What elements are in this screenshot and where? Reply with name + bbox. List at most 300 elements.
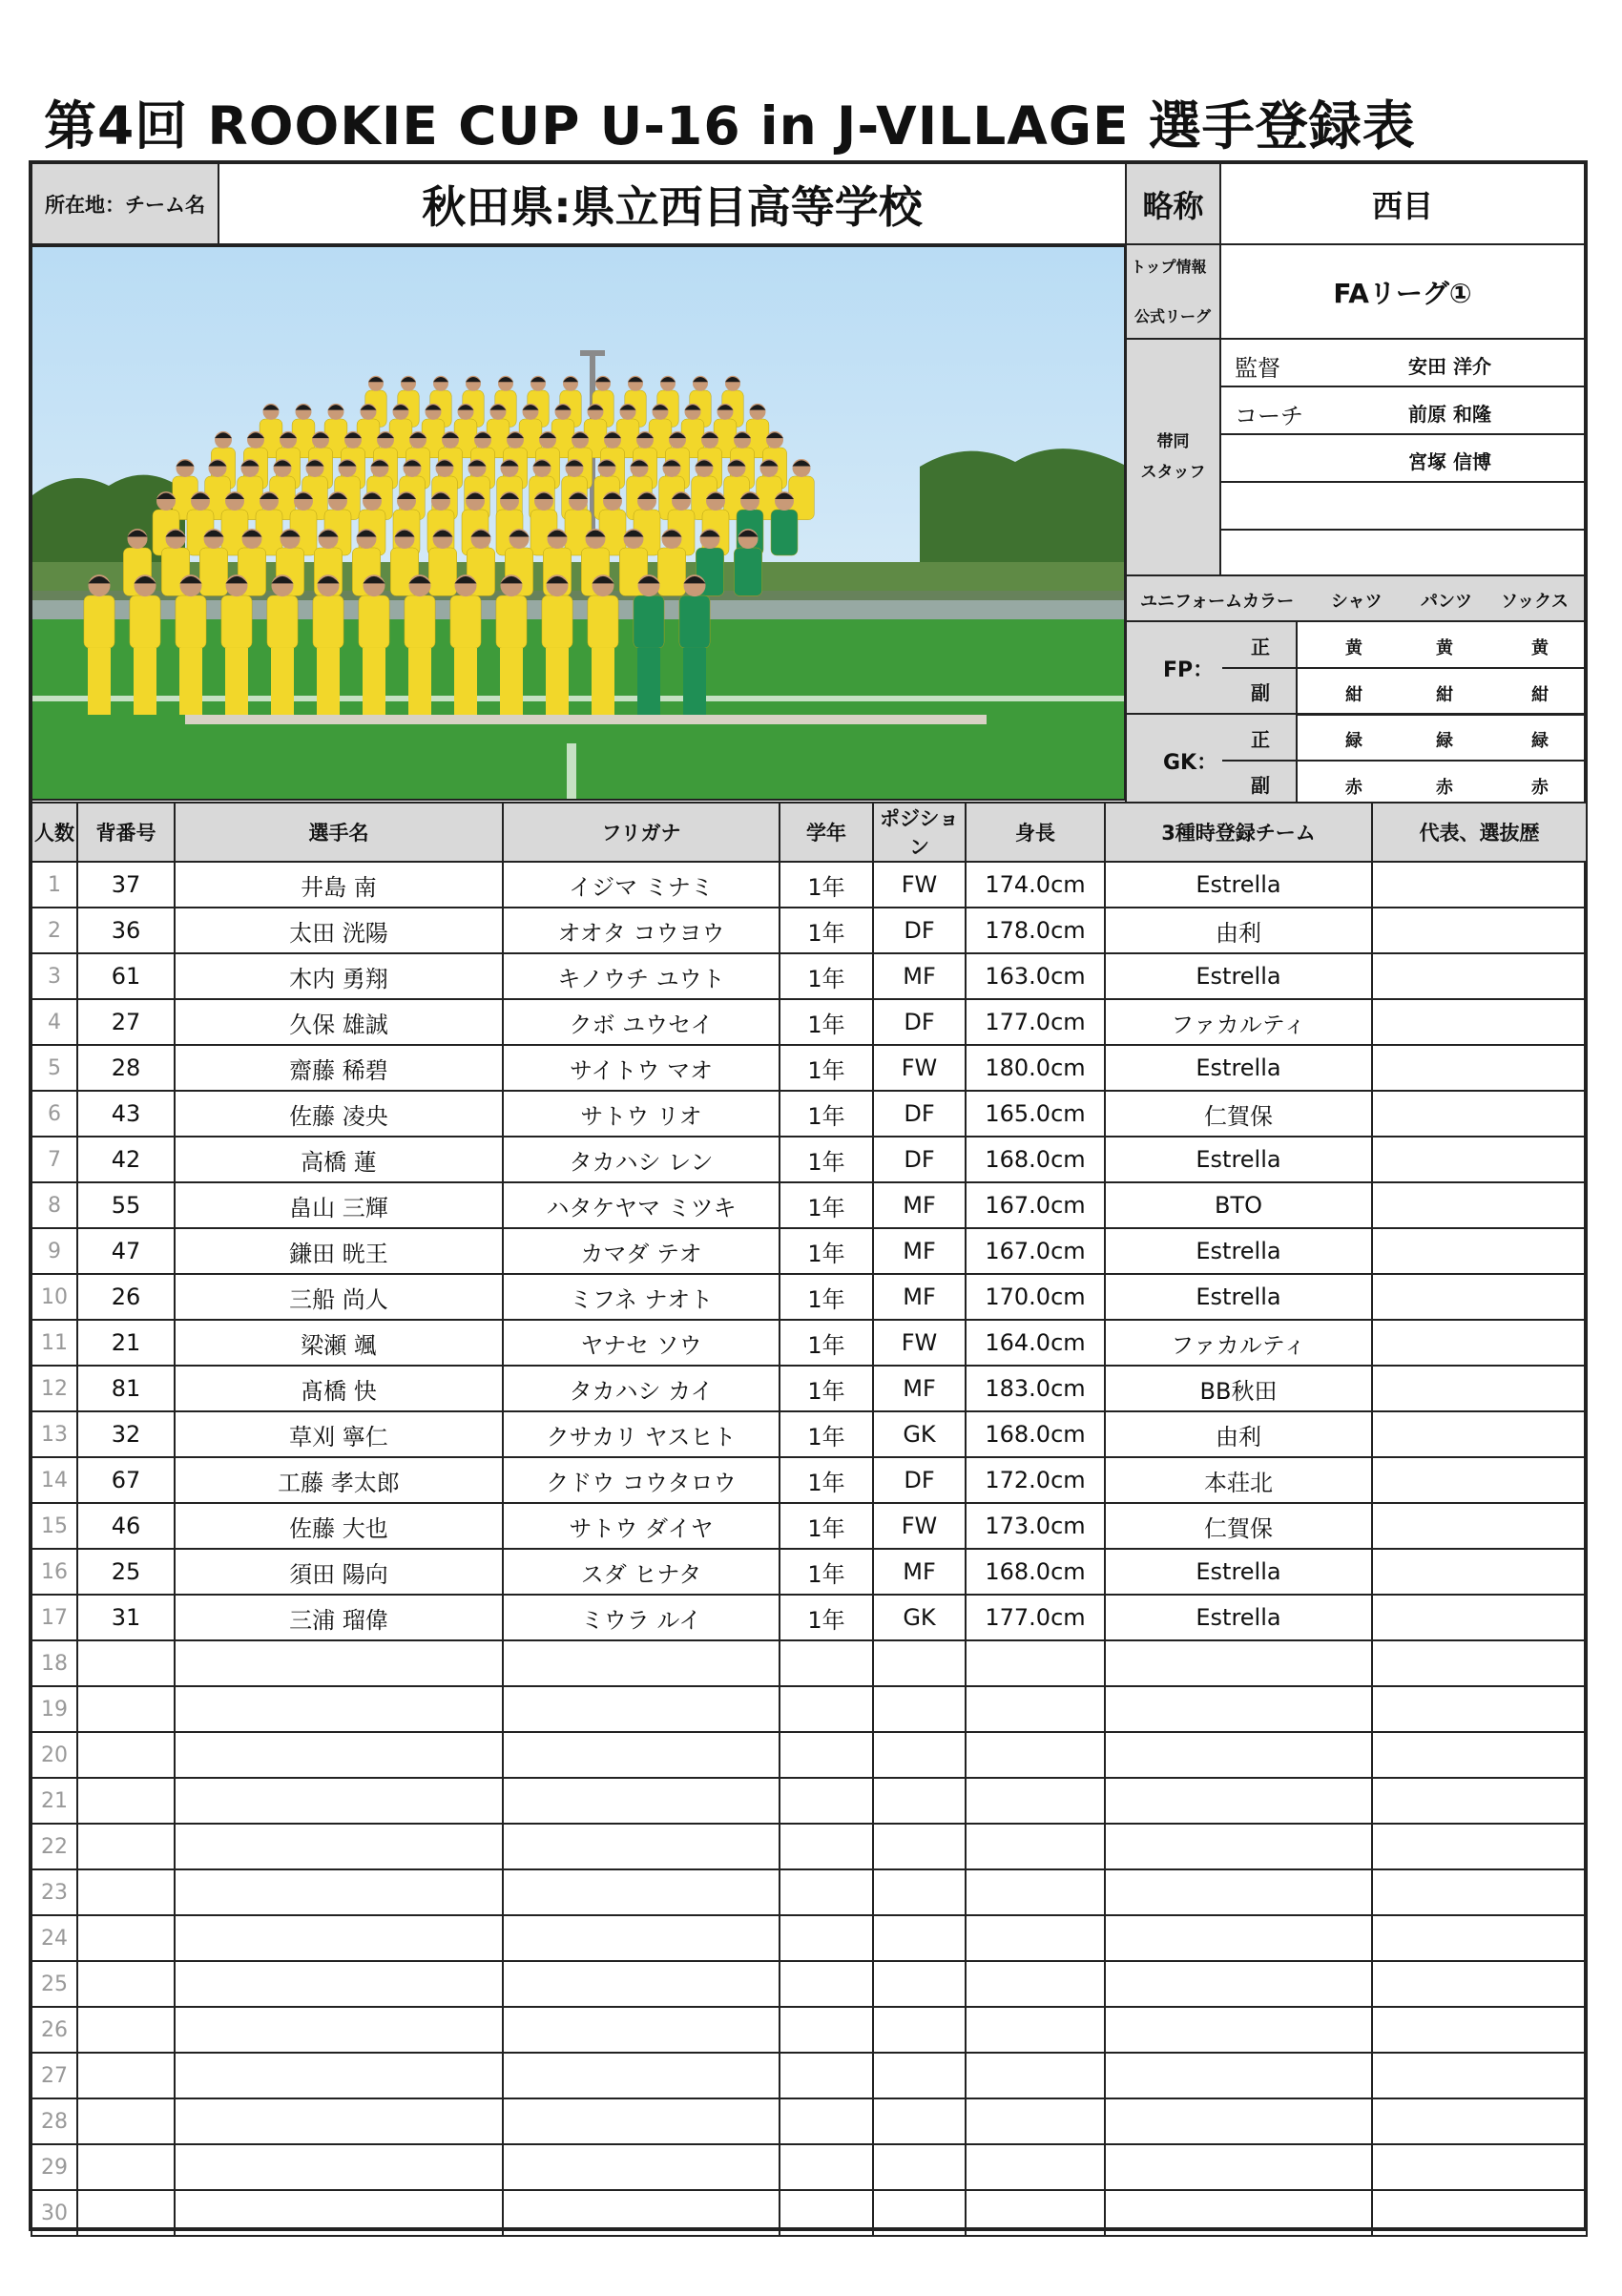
player-name: 木内 勇翔 (175, 953, 503, 999)
player-name: 畠山 三輝 (175, 1182, 503, 1228)
youth-team (1105, 1778, 1372, 1824)
fp-primary-row (1296, 620, 1586, 669)
uniform-color: 黄 (1531, 638, 1549, 658)
row-count: 16 (31, 1549, 77, 1595)
table-row (31, 1595, 1587, 1640)
team-name: 秋田県:県立西目高等学校 (218, 162, 1127, 245)
representative (1372, 1869, 1587, 1915)
uniform-color: 緑 (1436, 731, 1453, 751)
youth-team: Estrella (1105, 1274, 1372, 1320)
row-count: 12 (31, 1366, 77, 1411)
row-count: 8 (31, 1182, 77, 1228)
youth-team: 仁賀保 (1105, 1091, 1372, 1137)
grade (780, 2190, 873, 2236)
jersey-number: 32 (77, 1411, 175, 1457)
height: 165.0cm (966, 1091, 1105, 1137)
table-row (31, 1182, 1587, 1228)
representative (1372, 1503, 1587, 1549)
grade: 1年 (780, 1045, 873, 1091)
uniform-color: 赤 (1436, 778, 1453, 798)
jersey-number: 25 (77, 1549, 175, 1595)
player-name: 井島 南 (175, 862, 503, 908)
row-count: 7 (31, 1137, 77, 1182)
position: MF (873, 1274, 966, 1320)
jersey-number (77, 1686, 175, 1732)
youth-team: 仁賀保 (1105, 1503, 1372, 1549)
uniform-color: 紺 (1436, 685, 1453, 705)
player-kana (503, 2098, 780, 2144)
height: 172.0cm (966, 1457, 1105, 1503)
position (873, 1915, 966, 1961)
uniform-col-pants: パンツ (1421, 592, 1472, 612)
table-row (31, 2144, 1587, 2190)
player-name: 齋藤 稀碧 (175, 1045, 503, 1091)
position (873, 1732, 966, 1778)
youth-team: Estrella (1105, 1595, 1372, 1640)
height: 174.0cm (966, 862, 1105, 908)
height: 168.0cm (966, 1137, 1105, 1182)
table-row (31, 1320, 1587, 1366)
grade: 1年 (780, 1549, 873, 1595)
row-count: 3 (31, 953, 77, 999)
player-kana (503, 2144, 780, 2190)
gk-label: GK： (1163, 751, 1218, 775)
fp-secondary-row (1296, 667, 1586, 716)
player-name (175, 1824, 503, 1869)
jersey-number: 26 (77, 1274, 175, 1320)
primary-label: 正 (1251, 728, 1270, 751)
team-photo-image (32, 247, 1126, 801)
table-row (31, 1045, 1587, 1091)
row-count: 19 (31, 1686, 77, 1732)
position: MF (873, 1182, 966, 1228)
uniform-color: 緑 (1345, 731, 1362, 751)
staff-name: 安田 洋介 (1408, 355, 1491, 378)
grade (780, 1640, 873, 1686)
youth-team: Estrella (1105, 862, 1372, 908)
player-kana (503, 1686, 780, 1732)
jersey-number (77, 2144, 175, 2190)
jersey-number: 27 (77, 999, 175, 1045)
representative (1372, 2053, 1587, 2098)
player-name: 髙橋 快 (175, 1366, 503, 1411)
uniform-header (1125, 574, 1586, 622)
representative (1372, 862, 1587, 908)
representative (1372, 1732, 1587, 1778)
row-count: 26 (31, 2007, 77, 2053)
col-grade: 学年 (780, 803, 873, 862)
table-row (31, 953, 1587, 999)
team-abbr: 西目 (1219, 162, 1586, 245)
jersey-number (77, 2007, 175, 2053)
row-count: 13 (31, 1411, 77, 1457)
height: 183.0cm (966, 1366, 1105, 1411)
height: 173.0cm (966, 1503, 1105, 1549)
player-kana (503, 1961, 780, 2007)
jersey-number: 42 (77, 1137, 175, 1182)
position: DF (873, 1137, 966, 1182)
youth-team: BB秋田 (1105, 1366, 1372, 1411)
youth-team (1105, 1640, 1372, 1686)
player-kana: サイトウ マオ (503, 1045, 780, 1091)
height: 167.0cm (966, 1228, 1105, 1274)
player-kana: カマダ テオ (503, 1228, 780, 1274)
table-row (31, 1686, 1587, 1732)
position: FW (873, 1045, 966, 1091)
position (873, 2098, 966, 2144)
player-name: 三浦 瑠偉 (175, 1595, 503, 1640)
row-count: 10 (31, 1274, 77, 1320)
position (873, 1961, 966, 2007)
youth-team (1105, 1961, 1372, 2007)
height: 168.0cm (966, 1549, 1105, 1595)
height (966, 1961, 1105, 2007)
uniform-label: ユニフォームカラー (1140, 592, 1295, 612)
position (873, 1824, 966, 1869)
representative (1372, 1778, 1587, 1824)
player-name (175, 1915, 503, 1961)
player-name: 草刈 寧仁 (175, 1411, 503, 1457)
uniform-color: 赤 (1531, 778, 1549, 798)
jersey-number: 37 (77, 862, 175, 908)
col-kana: フリガナ (503, 803, 780, 862)
position: FW (873, 1320, 966, 1366)
row-count: 30 (31, 2190, 77, 2236)
row-count: 20 (31, 1732, 77, 1778)
roster-table (31, 802, 1588, 2237)
player-kana: ミフネ ナオト (503, 1274, 780, 1320)
table-row (31, 1503, 1587, 1549)
position: GK (873, 1411, 966, 1457)
representative (1372, 1228, 1587, 1274)
height: 167.0cm (966, 1182, 1105, 1228)
youth-team (1105, 2098, 1372, 2144)
grade (780, 1961, 873, 2007)
representative (1372, 2098, 1587, 2144)
position: MF (873, 1366, 966, 1411)
youth-team: ファカルティ (1105, 1320, 1372, 1366)
row-count: 6 (31, 1091, 77, 1137)
representative (1372, 1274, 1587, 1320)
staff-label-box (1125, 338, 1221, 576)
row-count: 2 (31, 908, 77, 953)
row-count: 22 (31, 1824, 77, 1869)
table-row (31, 862, 1587, 908)
grade (780, 2053, 873, 2098)
table-row (31, 1732, 1587, 1778)
height: 168.0cm (966, 1411, 1105, 1457)
position: MF (873, 953, 966, 999)
grade: 1年 (780, 1091, 873, 1137)
youth-team: Estrella (1105, 1549, 1372, 1595)
gk-primary-row (1296, 713, 1586, 762)
row-count: 14 (31, 1457, 77, 1503)
position: MF (873, 1549, 966, 1595)
player-kana: キノウチ ユウト (503, 953, 780, 999)
position: MF (873, 1228, 966, 1274)
position: DF (873, 999, 966, 1045)
fp-label-box (1125, 620, 1298, 715)
jersey-number: 21 (77, 1320, 175, 1366)
height (966, 1686, 1105, 1732)
player-name (175, 2007, 503, 2053)
player-name: 鎌田 晄王 (175, 1228, 503, 1274)
height: 170.0cm (966, 1274, 1105, 1320)
top-info-label: トップ情報 (1131, 258, 1207, 276)
page-title: 第4回 ROOKIE CUP U-16 in J-VILLAGE 選手登録表 (44, 95, 1416, 157)
table-row (31, 1640, 1587, 1686)
uniform-color: 黄 (1345, 638, 1362, 658)
representative (1372, 953, 1587, 999)
jersey-number: 43 (77, 1091, 175, 1137)
position: DF (873, 1457, 966, 1503)
representative (1372, 1366, 1587, 1411)
table-row (31, 1137, 1587, 1182)
height (966, 2190, 1105, 2236)
player-name: 須田 陽向 (175, 1549, 503, 1595)
roster-header-row (31, 803, 1587, 862)
player-name: 佐藤 大也 (175, 1503, 503, 1549)
representative (1372, 1915, 1587, 1961)
staff-name: 前原 和隆 (1408, 403, 1491, 426)
player-name: 三船 尚人 (175, 1274, 503, 1320)
grade: 1年 (780, 1366, 873, 1411)
uniform-col-socks: ソックス (1501, 592, 1569, 612)
uniform-col-shirt: シャツ (1331, 592, 1383, 612)
youth-team (1105, 1915, 1372, 1961)
official-league-label: 公式リーグ (1134, 307, 1212, 325)
secondary-label: 副 (1251, 681, 1270, 704)
row-count: 23 (31, 1869, 77, 1915)
grade: 1年 (780, 908, 873, 953)
player-kana (503, 1915, 780, 1961)
position (873, 1640, 966, 1686)
table-row (31, 1778, 1587, 1824)
staff-row (1219, 529, 1586, 578)
height: 164.0cm (966, 1320, 1105, 1366)
player-name (175, 1961, 503, 2007)
youth-team: Estrella (1105, 1228, 1372, 1274)
uniform-color: 紺 (1531, 685, 1549, 705)
player-name (175, 2098, 503, 2144)
uniform-color: 赤 (1345, 778, 1362, 798)
table-row (31, 2098, 1587, 2144)
representative (1372, 1137, 1587, 1182)
league-value: FAリーグ① (1219, 243, 1586, 340)
col-height: 身長 (966, 803, 1105, 862)
height (966, 1824, 1105, 1869)
player-kana: ハタケヤマ ミツキ (503, 1182, 780, 1228)
table-row (31, 1411, 1587, 1457)
height (966, 1915, 1105, 1961)
player-name: 工藤 孝太郎 (175, 1457, 503, 1503)
jersey-number: 31 (77, 1595, 175, 1640)
height (966, 1640, 1105, 1686)
representative (1372, 1549, 1587, 1595)
representative (1372, 1320, 1587, 1366)
height: 180.0cm (966, 1045, 1105, 1091)
youth-team (1105, 1869, 1372, 1915)
col-position: ポジション (873, 803, 966, 862)
grade (780, 2007, 873, 2053)
player-name (175, 2144, 503, 2190)
grade: 1年 (780, 1228, 873, 1274)
height (966, 1869, 1105, 1915)
grade (780, 1915, 873, 1961)
representative (1372, 1091, 1587, 1137)
player-kana: サトウ ダイヤ (503, 1503, 780, 1549)
representative (1372, 1824, 1587, 1869)
youth-team: 由利 (1105, 1411, 1372, 1457)
jersey-number: 67 (77, 1457, 175, 1503)
staff-role: コーチ (1235, 403, 1303, 429)
grade: 1年 (780, 953, 873, 999)
staff-row (1219, 433, 1586, 483)
player-name (175, 1732, 503, 1778)
player-kana: クボ ユウセイ (503, 999, 780, 1045)
representative (1372, 1182, 1587, 1228)
player-kana (503, 2053, 780, 2098)
row-count: 9 (31, 1228, 77, 1274)
position: DF (873, 908, 966, 953)
height (966, 2007, 1105, 2053)
staff-row (1219, 481, 1586, 531)
grade (780, 1686, 873, 1732)
grade (780, 1732, 873, 1778)
grade: 1年 (780, 1595, 873, 1640)
row-count: 24 (31, 1915, 77, 1961)
player-kana (503, 1869, 780, 1915)
grade: 1年 (780, 999, 873, 1045)
representative (1372, 1457, 1587, 1503)
grade: 1年 (780, 862, 873, 908)
staff-row (1219, 386, 1586, 435)
jersey-number: 36 (77, 908, 175, 953)
row-count: 4 (31, 999, 77, 1045)
row-count: 28 (31, 2098, 77, 2144)
height (966, 1778, 1105, 1824)
height: 177.0cm (966, 999, 1105, 1045)
youth-team (1105, 2053, 1372, 2098)
representative (1372, 2144, 1587, 2190)
jersey-number (77, 1915, 175, 1961)
table-row (31, 1824, 1587, 1869)
staff-role: 監督 (1235, 355, 1280, 382)
position (873, 1869, 966, 1915)
youth-team: Estrella (1105, 1045, 1372, 1091)
player-name (175, 2190, 503, 2236)
jersey-number: 47 (77, 1228, 175, 1274)
position (873, 2190, 966, 2236)
height: 177.0cm (966, 1595, 1105, 1640)
player-name (175, 1778, 503, 1824)
youth-team: 由利 (1105, 908, 1372, 953)
position: DF (873, 1091, 966, 1137)
table-row (31, 1915, 1587, 1961)
player-kana (503, 1640, 780, 1686)
player-kana: サトウ リオ (503, 1091, 780, 1137)
representative (1372, 1961, 1587, 2007)
staff-name: 宮塚 信博 (1408, 450, 1491, 473)
youth-team (1105, 2144, 1372, 2190)
grade: 1年 (780, 1457, 873, 1503)
representative (1372, 1640, 1587, 1686)
gk-label-box (1125, 713, 1298, 807)
jersey-number (77, 1869, 175, 1915)
player-kana: クドウ コウタロウ (503, 1457, 780, 1503)
representative (1372, 1045, 1587, 1091)
jersey-number (77, 2190, 175, 2236)
row-count: 1 (31, 862, 77, 908)
table-row (31, 1366, 1587, 1411)
row-count: 18 (31, 1640, 77, 1686)
jersey-number (77, 1961, 175, 2007)
table-row (31, 999, 1587, 1045)
height (966, 2098, 1105, 2144)
position (873, 2144, 966, 2190)
player-kana (503, 2190, 780, 2236)
position (873, 2053, 966, 2098)
grade: 1年 (780, 1503, 873, 1549)
grade (780, 2098, 873, 2144)
youth-team (1105, 1686, 1372, 1732)
abbr-label: 略称 (1125, 162, 1221, 245)
player-kana (503, 1778, 780, 1824)
table-row (31, 1228, 1587, 1274)
player-kana: タカハシ レン (503, 1137, 780, 1182)
row-count: 29 (31, 2144, 77, 2190)
player-name (175, 1686, 503, 1732)
youth-team (1105, 2190, 1372, 2236)
player-name: 佐藤 凌央 (175, 1091, 503, 1137)
youth-team: Estrella (1105, 953, 1372, 999)
grade (780, 1824, 873, 1869)
player-name: 久保 雄誠 (175, 999, 503, 1045)
jersey-number (77, 2053, 175, 2098)
player-kana: ミウラ ルイ (503, 1595, 780, 1640)
location-label: 所在地：チーム名 (31, 162, 219, 245)
col-number: 背番号 (77, 803, 175, 862)
row-count: 21 (31, 1778, 77, 1824)
youth-team: BTO (1105, 1182, 1372, 1228)
divider (1222, 667, 1298, 669)
player-kana (503, 2007, 780, 2053)
height (966, 2053, 1105, 2098)
grade: 1年 (780, 1182, 873, 1228)
player-name (175, 1640, 503, 1686)
grade: 1年 (780, 1137, 873, 1182)
row-count: 15 (31, 1503, 77, 1549)
player-name: 梁瀬 颯 (175, 1320, 503, 1366)
row-count: 17 (31, 1595, 77, 1640)
table-row (31, 2190, 1587, 2236)
grade (780, 2144, 873, 2190)
table-row (31, 1961, 1587, 2007)
player-name: 高橋 蓮 (175, 1137, 503, 1182)
representative (1372, 1595, 1587, 1640)
jersey-number: 55 (77, 1182, 175, 1228)
player-kana: タカハシ カイ (503, 1366, 780, 1411)
secondary-label: 副 (1251, 774, 1270, 797)
height: 163.0cm (966, 953, 1105, 999)
youth-team: 本荘北 (1105, 1457, 1372, 1503)
primary-label: 正 (1251, 636, 1270, 658)
player-kana: クサカリ ヤスヒト (503, 1411, 780, 1457)
jersey-number: 28 (77, 1045, 175, 1091)
player-kana: ヤナセ ソウ (503, 1320, 780, 1366)
team-photo (31, 245, 1126, 801)
table-row (31, 2053, 1587, 2098)
